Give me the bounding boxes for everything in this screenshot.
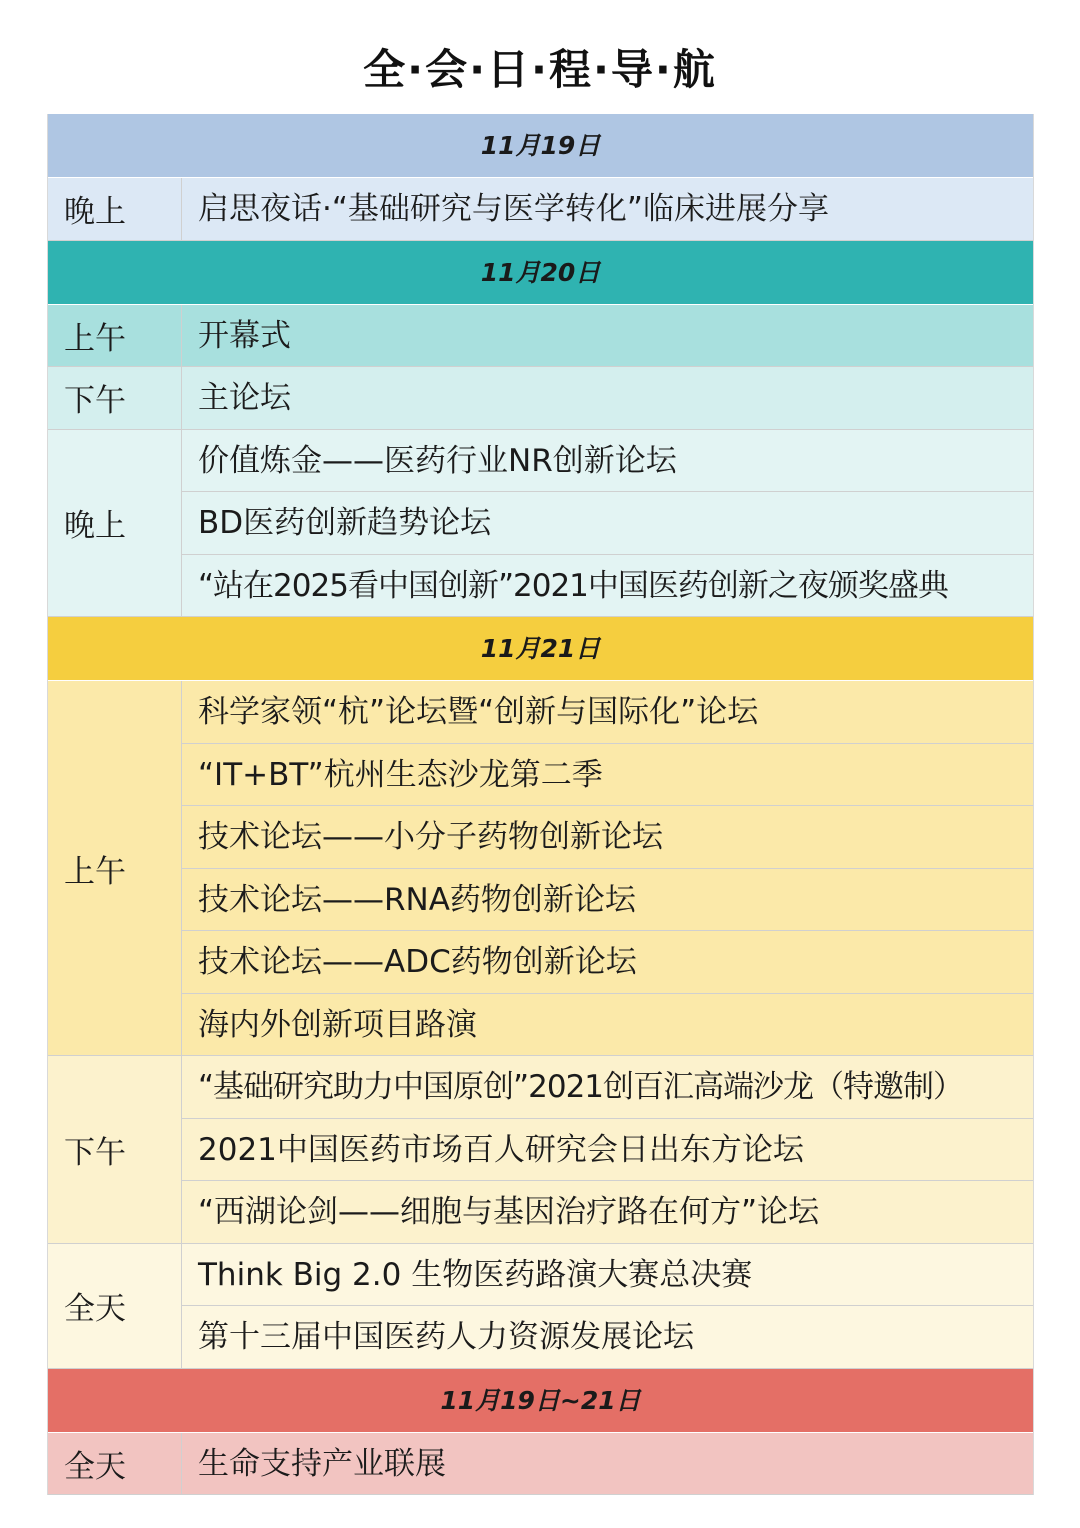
- period-block: [48, 305, 1033, 368]
- event-item: Think Big 2.0 生物医药路演大赛总决赛: [182, 1244, 1033, 1307]
- event-list: [182, 681, 1033, 1056]
- event-item: “IT+BT”杭州生态沙龙第二季: [182, 744, 1033, 807]
- event-item: 科学家领“杭”论坛暨“创新与国际化”论坛: [182, 681, 1033, 744]
- event-item: 主论坛: [182, 367, 1033, 430]
- event-item: 生命支持产业联展: [182, 1433, 1033, 1496]
- event-list: [182, 178, 1033, 241]
- event-item: 技术论坛——小分子药物创新论坛: [182, 806, 1033, 869]
- event-list: [182, 1244, 1033, 1369]
- event-list: [182, 305, 1033, 368]
- period-label: 上午: [48, 681, 182, 1056]
- period-label: 晚上: [48, 430, 182, 618]
- event-item: 价值炼金——医药行业NR创新论坛: [182, 430, 1033, 493]
- event-item: 技术论坛——RNA药物创新论坛: [182, 869, 1033, 932]
- date-header: 11月19日: [48, 114, 1033, 178]
- date-header: 11月21日: [48, 617, 1033, 681]
- event-item: “站在2025看中国创新”2021中国医药创新之夜颁奖盛典: [182, 555, 1033, 618]
- schedule-table: [47, 114, 1034, 1495]
- event-list: [182, 430, 1033, 618]
- period-block: [48, 1056, 1033, 1244]
- event-item: 开幕式: [182, 305, 1033, 368]
- period-label: 全天: [48, 1433, 182, 1496]
- event-item: 海内外创新项目路演: [182, 994, 1033, 1057]
- period-block: [48, 178, 1033, 241]
- event-item: 2021中国医药市场百人研究会日出东方论坛: [182, 1119, 1033, 1182]
- period-block: [48, 681, 1033, 1056]
- period-label: 下午: [48, 1056, 182, 1244]
- period-block: [48, 1433, 1033, 1496]
- period-block: [48, 430, 1033, 618]
- event-list: [182, 1056, 1033, 1244]
- date-header: 11月19日~21日: [48, 1369, 1033, 1433]
- page-title: 全·会·日·程·导·航: [363, 45, 717, 94]
- event-item: 第十三届中国医药人力资源发展论坛: [182, 1306, 1033, 1369]
- period-label: 晚上: [48, 178, 182, 241]
- period-label: 下午: [48, 367, 182, 430]
- period-label: 全天: [48, 1244, 182, 1369]
- date-header: 11月20日: [48, 241, 1033, 305]
- event-list: [182, 367, 1033, 430]
- event-item: 技术论坛——ADC药物创新论坛: [182, 931, 1033, 994]
- period-label: 上午: [48, 305, 182, 368]
- event-item: 启思夜话·“基础研究与医学转化”临床进展分享: [182, 178, 1033, 241]
- period-block: [48, 1244, 1033, 1369]
- event-list: [182, 1433, 1033, 1496]
- event-item: “西湖论剑——细胞与基因治疗路在何方”论坛: [182, 1181, 1033, 1244]
- event-item: “基础研究助力中国原创”2021创百汇高端沙龙（特邀制）: [182, 1056, 1033, 1119]
- period-block: [48, 367, 1033, 430]
- event-item: BD医药创新趋势论坛: [182, 492, 1033, 555]
